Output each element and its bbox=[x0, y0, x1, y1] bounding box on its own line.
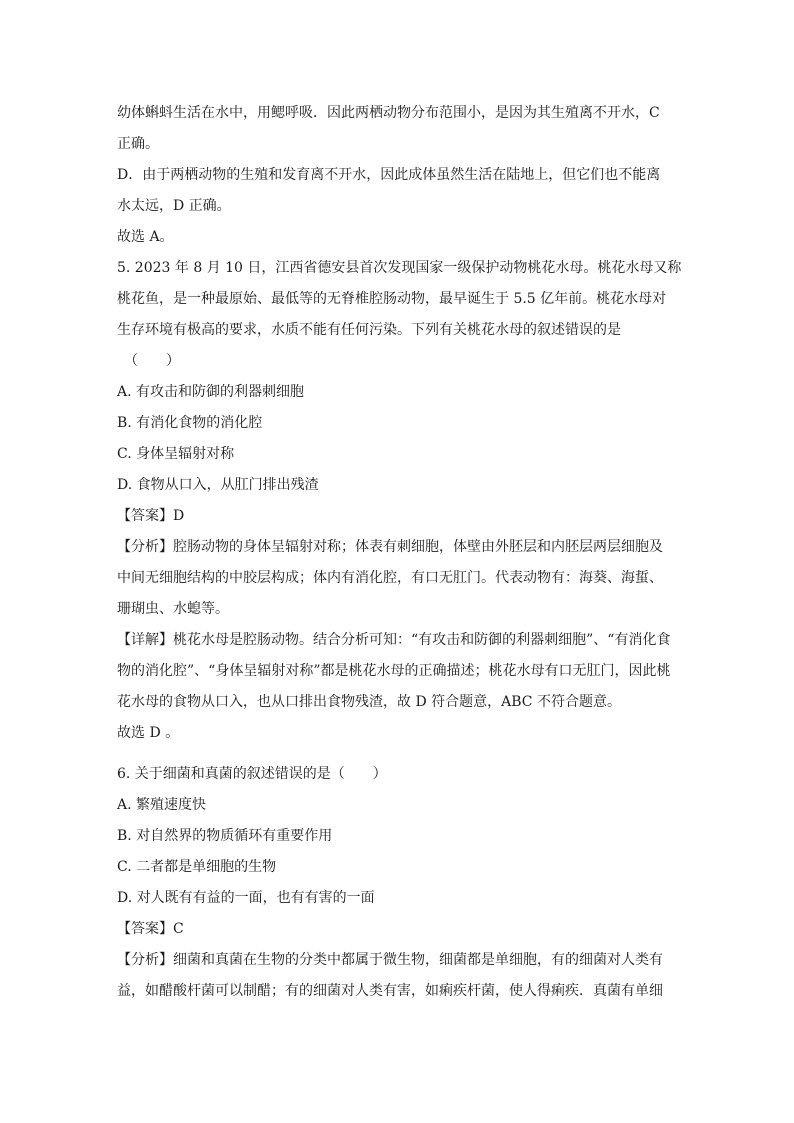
text-line: 正确。 bbox=[117, 136, 159, 152]
option-d: D. 对人既有有益的一面，也有有害的一面 bbox=[117, 890, 375, 906]
analysis-text: 珊瑚虫、水螅等。 bbox=[117, 601, 229, 617]
text-line: D．由于两栖动物的生殖和发育离不开水，因此成体虽然生活在陆地上，但它们也不能离 bbox=[117, 167, 661, 183]
analysis-text: 益，如醋酸杆菌可以制醋；有的细菌对人类有害，如痢疾杆菌，使人得痢疾．真菌有单细 bbox=[117, 983, 663, 999]
text-line: 幼体蝌蚪生活在水中，用鳃呼吸．因此两栖动物分布范围小，是因为其生殖离不开水，C bbox=[117, 105, 660, 121]
option-c: C. 二者都是单细胞的生物 bbox=[117, 859, 277, 875]
question-5-stem: 生存环境有极高的要求，水质不能有任何污染。下列有关桃花水母的叙述错误的是 bbox=[117, 322, 621, 338]
analysis-text: 【分析】腔肠动物的身体呈辐射对称；体表有刺细胞，体壁由外胚层和内胚层两层细胞及 bbox=[117, 539, 663, 555]
explanation-text: 【详解】桃花水母是腔肠动物。结合分析可知：“有攻击和防御的利器刺细胞”、“有消化食 bbox=[117, 632, 671, 648]
option-b: B. 有消化食物的消化腔 bbox=[117, 415, 263, 431]
option-b: B. 对自然界的物质循环有重要作用 bbox=[117, 828, 333, 844]
analysis-text: 中间无细胞结构的中胶层构成；体内有消化腔，有口无肛门。代表动物有：海葵、海蜇、 bbox=[117, 570, 663, 586]
option-d: D. 食物从口入，从肛门排出残渣 bbox=[117, 477, 319, 493]
explanation-text: 物的消化腔”、“身体呈辐射对称”都是桃花水母的正确描述；桃花水母有口无肛门，因此桃 bbox=[117, 663, 671, 679]
question-5-stem: 桃花鱼，是一种最原始、最低等的无脊椎腔肠动物，最早诞生于 5.5 亿年前。桃花水母对 bbox=[117, 291, 667, 307]
analysis-text: 【分析】细菌和真菌在生物的分类中都属于微生物，细菌都是单细胞，有的细菌对人类有 bbox=[117, 952, 663, 968]
question-6-stem: 6. 关于细菌和真菌的叙述错误的是（ ） bbox=[117, 766, 387, 782]
page-content bbox=[117, 98, 682, 1007]
text-line: 水太远，D 正确。 bbox=[117, 198, 231, 214]
answer-label: 【答案】D bbox=[117, 508, 185, 524]
option-a: A. 繁殖速度快 bbox=[117, 797, 207, 813]
answer-label: 【答案】C bbox=[117, 921, 184, 937]
question-5-stem: 5. 2023 年 8 月 10 日，江西省德安县首次发现国家一级保护动物桃花水母。桃花水母又称 bbox=[117, 260, 682, 276]
text-line: 故选 A。 bbox=[117, 229, 174, 245]
choice-conclusion: 故选 D 。 bbox=[117, 725, 180, 741]
answer-bracket: （ ） bbox=[124, 353, 180, 369]
option-c: C. 身体呈辐射对称 bbox=[117, 446, 235, 462]
option-a: A. 有攻击和防御的利器刺细胞 bbox=[117, 384, 305, 400]
explanation-text: 花水母的食物从口入，也从口排出食物残渣，故 D 符合题意，ABC 不符合题意。 bbox=[117, 694, 621, 710]
